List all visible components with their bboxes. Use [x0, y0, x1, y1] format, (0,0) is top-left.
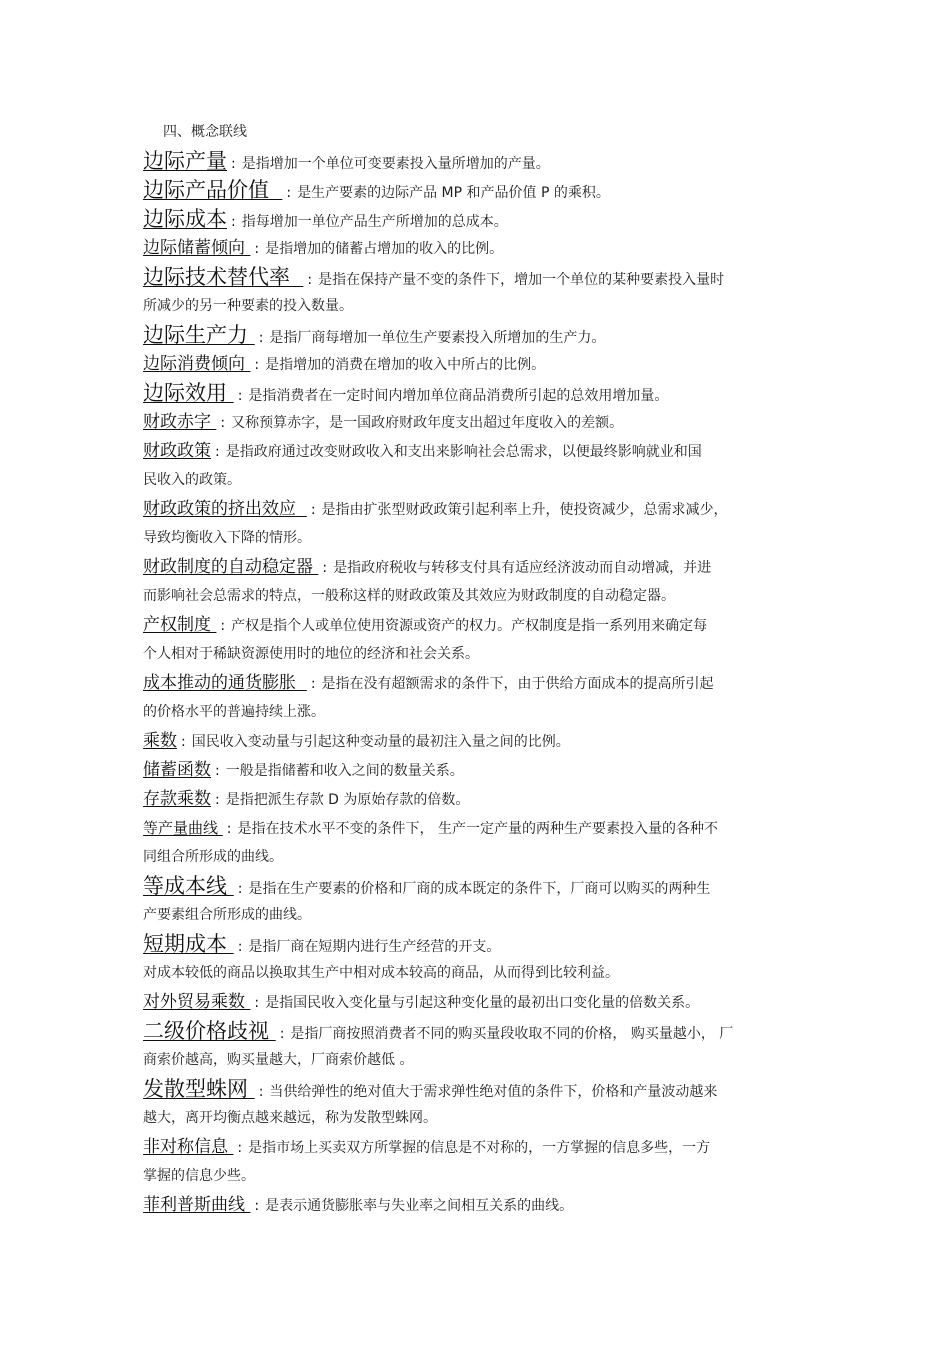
- entry-first-line: [143, 963, 823, 983]
- glossary-term: 储蓄函数: [143, 760, 211, 780]
- entry-continuation-line: [143, 905, 823, 925]
- glossary-definition: 是指政府税收与转移支付具有适应经济波动而自动增减，并进: [333, 560, 712, 576]
- term-separator: :: [220, 415, 226, 431]
- entry-continuation-line: [143, 470, 823, 490]
- entry-first-line: [143, 673, 823, 693]
- glossary-term: 存款乘数: [143, 789, 211, 809]
- entry-continuation-line: [143, 847, 823, 867]
- entry-first-line: [143, 1021, 823, 1041]
- entry-first-line: [143, 209, 823, 229]
- term-separator: :: [231, 156, 236, 172]
- glossary-term: 等产量曲线: [143, 819, 223, 837]
- glossary-definition: 是生产要素的边际产品 MP 和产品价值 P 的乘积。: [297, 185, 610, 201]
- entry-first-line: [143, 325, 823, 345]
- entry-first-line: [143, 789, 823, 809]
- term-separator: :: [258, 1084, 264, 1100]
- glossary-entry: [143, 789, 823, 809]
- glossary-term: 边际生产力: [143, 323, 255, 347]
- glossary-term: 二级价格歧视: [143, 1019, 276, 1043]
- entry-first-line: [143, 180, 823, 200]
- glossary-entry: [143, 383, 823, 403]
- glossary-entry: [143, 1079, 823, 1128]
- glossary-term: 等成本线: [143, 874, 234, 898]
- glossary-term: 边际产量: [143, 149, 227, 173]
- glossary-definition: 是指市场上买卖双方所掌握的信息是不对称的，一方掌握的信息多些，一方: [248, 1140, 711, 1156]
- glossary-definition: 越大，离开均衡点越来越远，称为发散型蛛网。: [143, 1110, 437, 1126]
- term-separator: :: [181, 734, 186, 750]
- glossary-definition: 是指增加的储蓄占增加的收入的比例。: [265, 241, 504, 257]
- term-separator: :: [279, 1026, 285, 1042]
- glossary-entry: [143, 934, 823, 954]
- glossary-term: 成本推动的通货膨胀: [143, 673, 307, 693]
- glossary-entry: [143, 325, 823, 345]
- glossary-term: 产权制度: [143, 615, 217, 635]
- glossary-definition: 掌握的信息少些。: [143, 1168, 255, 1184]
- entry-first-line: [143, 499, 823, 519]
- glossary-entry: [143, 238, 823, 258]
- glossary-term: 短期成本: [143, 932, 234, 956]
- glossary-entry: [143, 992, 823, 1012]
- term-separator: :: [307, 272, 313, 288]
- glossary-term: 边际成本: [143, 207, 227, 231]
- glossary-definition: 国民收入变动量与引起这种变动量的最初注入量之间的比例。: [191, 734, 570, 750]
- glossary-definition: 是指在生产要素的价格和厂商的成本既定的条件下，厂商可以购买的两种生: [248, 881, 711, 897]
- glossary-term: 菲利普斯曲线: [143, 1195, 251, 1215]
- entry-first-line: [143, 412, 823, 432]
- entry-first-line: [143, 354, 823, 374]
- entry-continuation-line: [143, 528, 823, 548]
- term-separator: :: [226, 821, 232, 837]
- glossary-entry: [143, 760, 823, 780]
- glossary-term: 财政赤字: [143, 412, 217, 432]
- glossary-definition: 是指消费者在一定时间内增加单位商品消费所引起的总效用增加量。: [248, 388, 669, 404]
- glossary-term: 边际消费倾向: [143, 354, 251, 374]
- entry-first-line: [143, 615, 823, 635]
- glossary-entry: [143, 731, 823, 751]
- glossary-definition: 是指在保持产量不变的条件下，增加一个单位的某种要素投入量时: [318, 272, 725, 288]
- glossary-term: 非对称信息: [143, 1137, 234, 1157]
- glossary-definition: 指每增加一单位产品生产所增加的总成本。: [241, 214, 508, 230]
- term-separator: :: [215, 792, 220, 808]
- entry-first-line: [143, 876, 823, 896]
- entry-continuation-line: [143, 1166, 823, 1186]
- glossary-definition: 的价格水平的普遍持续上涨。: [143, 704, 325, 720]
- term-separator: :: [237, 388, 243, 404]
- entry-first-line: [143, 1137, 823, 1157]
- glossary-term: 边际技术替代率: [143, 265, 304, 289]
- glossary-entry: [143, 963, 823, 983]
- glossary-definition: 所减少的另一种要素的投入数量。: [143, 298, 353, 314]
- entry-first-line: [143, 557, 823, 577]
- glossary-definition: 是指增加一个单位可变要素投入量所增加的产量。: [241, 156, 550, 172]
- glossary-definition: 是指国民收入变化量与引起这种变化量的最初出口变化量的倍数关系。: [265, 995, 700, 1011]
- entry-continuation-line: [143, 702, 823, 722]
- entry-continuation-line: [143, 1108, 823, 1128]
- glossary-term: 边际储蓄倾向: [143, 238, 251, 258]
- entry-continuation-line: [143, 644, 823, 664]
- glossary-definition: 是指政府通过改变财政收入和支出来影响社会总需求，以便最终影响就业和国: [225, 444, 702, 460]
- term-separator: :: [310, 502, 316, 518]
- entry-first-line: [143, 1079, 823, 1099]
- glossary-entry: [143, 1021, 823, 1070]
- glossary-definition: 导致均衡收入下降的情形。: [143, 530, 311, 546]
- glossary-definition: 是指由扩张型财政政策引起利率上升，使投资减少，总需求减少，: [321, 502, 728, 518]
- glossary-definition: 是指在没有超额需求的条件下，由于供给方面成本的提高所引起: [321, 676, 714, 692]
- glossary-term: 发散型蛛网: [143, 1077, 255, 1101]
- entry-first-line: [143, 383, 823, 403]
- glossary-definition: 产要素组合所形成的曲线。: [143, 907, 311, 923]
- entry-first-line: [143, 818, 823, 838]
- term-separator: :: [254, 241, 260, 257]
- glossary-definition: 是指增加的消费在增加的收入中所占的比例。: [265, 357, 546, 373]
- glossary-term: 对外贸易乘数: [143, 992, 251, 1012]
- glossary-definition: 对成本较低的商品以换取其生产中相对成本较高的商品，从而得到比较利益。: [143, 965, 619, 981]
- term-separator: :: [258, 330, 264, 346]
- entry-first-line: [143, 934, 823, 954]
- glossary-term: 边际产品价值: [143, 178, 283, 202]
- term-separator: :: [215, 444, 220, 460]
- glossary-term: 财政政策: [143, 441, 211, 461]
- term-separator: :: [215, 763, 220, 779]
- term-separator: :: [254, 1198, 260, 1214]
- term-separator: :: [220, 618, 226, 634]
- entry-first-line: [143, 441, 823, 461]
- term-separator: :: [286, 185, 292, 201]
- entry-continuation-line: [143, 586, 823, 606]
- glossary-definition: 是指厂商按照消费者不同的购买量段收取不同的价格， 购买量越小， 厂: [290, 1026, 734, 1042]
- term-separator: :: [237, 1140, 243, 1156]
- glossary-definition: 是表示通货膨胀率与失业率之间相互关系的曲线。: [265, 1198, 574, 1214]
- term-separator: :: [231, 214, 236, 230]
- glossary-definition: 一般是指储蓄和收入之间的数量关系。: [225, 763, 464, 779]
- glossary-entry: [143, 354, 823, 374]
- glossary-entry: [143, 267, 823, 316]
- section-title: 四、概念联线: [163, 124, 247, 140]
- entry-first-line: [143, 992, 823, 1012]
- term-separator: :: [237, 881, 243, 897]
- glossary-entry: [143, 673, 823, 722]
- glossary-entry: [143, 151, 823, 171]
- glossary-term: 财政政策的挤出效应: [143, 499, 307, 519]
- glossary-definition: 是指在技术水平不变的条件下， 生产一定产量的两种生产要素投入量的各种不: [237, 821, 718, 837]
- glossary-entry: [143, 615, 823, 664]
- entry-first-line: [143, 731, 823, 751]
- glossary-entry: [143, 180, 823, 200]
- entry-continuation-line: [143, 296, 823, 316]
- glossary-term: 乘数: [143, 731, 177, 751]
- term-separator: :: [237, 939, 243, 955]
- glossary-definition: 个人相对于稀缺资源使用时的地位的经济和社会关系。: [143, 646, 479, 662]
- term-separator: :: [310, 676, 316, 692]
- entry-first-line: [143, 151, 823, 171]
- glossary-entry: [143, 818, 823, 867]
- glossary-definition: 民收入的政策。: [143, 472, 241, 488]
- glossary-entry: [143, 557, 823, 606]
- glossary-definition: 又称预算赤字，是一国政府财政年度支出超过年度收入的差额。: [231, 415, 624, 431]
- glossary-term: 财政制度的自动稳定器: [143, 557, 319, 577]
- entry-first-line: [143, 238, 823, 258]
- entry-continuation-line: [143, 1050, 823, 1070]
- glossary-definition: 是指厂商每增加一单位生产要素投入所增加的生产力。: [269, 330, 606, 346]
- glossary-entry: [143, 1137, 823, 1186]
- glossary-entry: [143, 441, 823, 490]
- glossary-entry: [143, 499, 823, 548]
- entry-first-line: [143, 267, 823, 287]
- glossary-definition: 而影响社会总需求的特点，一般称这样的财政政策及其效应为财政制度的自动稳定器。: [143, 588, 675, 604]
- term-separator: :: [322, 560, 328, 576]
- glossary-list: [143, 147, 823, 1215]
- glossary-term: 边际效用: [143, 381, 234, 405]
- term-separator: :: [254, 995, 260, 1011]
- glossary-definition: 是指厂商在短期内进行生产经营的开支。: [248, 939, 501, 955]
- term-separator: :: [254, 357, 260, 373]
- glossary-definition: 商索价越高，购买量越大，厂商索价越低 。: [143, 1052, 414, 1068]
- glossary-definition: 同组合所形成的曲线。: [143, 849, 283, 865]
- glossary-entry: [143, 876, 823, 925]
- entry-first-line: [143, 1195, 823, 1215]
- glossary-definition: 是指把派生存款 D 为原始存款的倍数。: [225, 792, 470, 808]
- glossary-definition: 产权是指个人或单位使用资源或资产的权力。产权制度是指一系列用来确定每: [231, 618, 708, 634]
- glossary-entry: [143, 412, 823, 432]
- glossary-definition: 当供给弹性的绝对值大于需求弹性绝对值的条件下，价格和产量波动越来: [269, 1084, 718, 1100]
- glossary-entry: [143, 1195, 823, 1215]
- entry-first-line: [143, 760, 823, 780]
- glossary-entry: [143, 209, 823, 229]
